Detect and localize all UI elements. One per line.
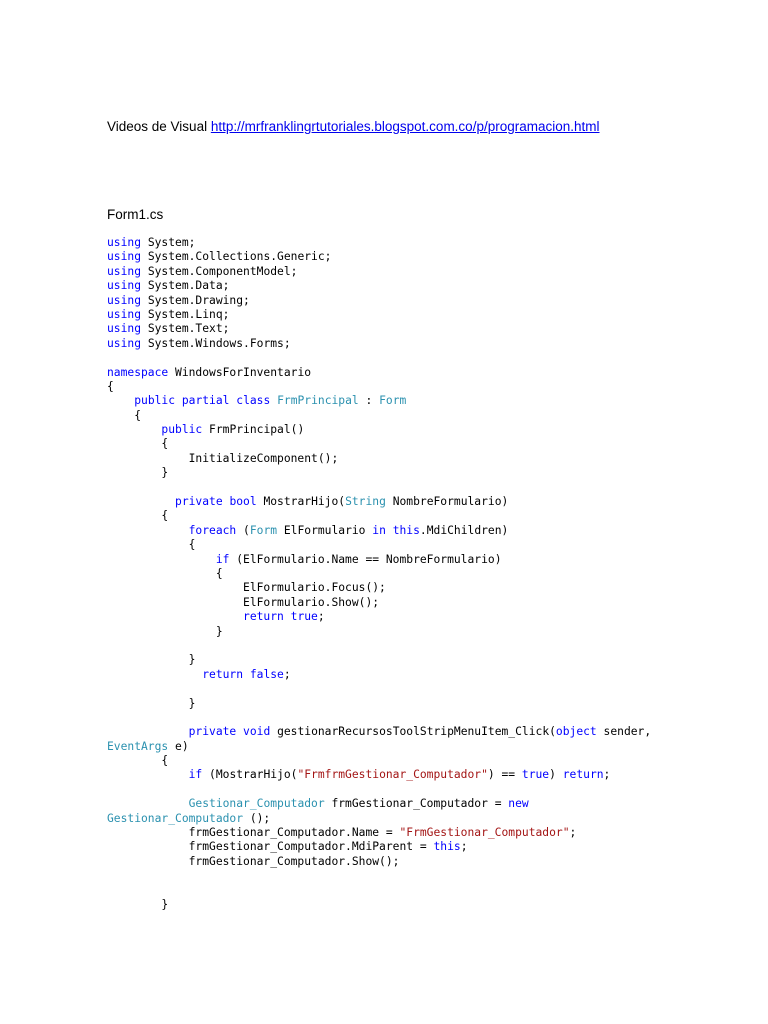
code-line <box>107 682 651 696</box>
code-keyword: bool <box>229 495 257 509</box>
code-text: System.ComponentModel; <box>141 264 298 278</box>
code-line <box>107 639 651 653</box>
code-keyword: if <box>215 552 230 566</box>
code-text: System.Linq; <box>141 307 230 321</box>
code-text <box>107 725 189 738</box>
code-line <box>107 697 651 711</box>
code-line <box>107 581 651 595</box>
code-keyword: using <box>107 236 142 249</box>
code-text: } <box>107 696 196 710</box>
code-text: } <box>107 466 169 480</box>
code-text <box>107 768 189 781</box>
code-text: } <box>107 897 169 911</box>
code-keyword: public <box>161 423 203 437</box>
code-text: ; <box>603 768 611 782</box>
code-line <box>107 366 651 380</box>
code-keyword: this <box>433 840 461 854</box>
code-type: Gestionar_Computador <box>188 797 325 811</box>
file-name-heading: Form1.cs <box>107 207 164 222</box>
code-text: { <box>107 566 223 580</box>
code-keyword: private <box>175 495 223 509</box>
code-line <box>107 826 651 840</box>
code-text <box>243 668 250 681</box>
code-text: FrmPrincipal() <box>202 423 305 437</box>
code-line <box>107 653 651 667</box>
code-text <box>107 797 189 810</box>
code-block <box>107 236 651 912</box>
code-text: .MdiChildren) <box>419 523 509 537</box>
code-text: e) <box>168 739 189 753</box>
code-line <box>107 596 651 610</box>
code-line <box>107 509 651 523</box>
code-line <box>107 783 651 797</box>
code-line <box>107 294 651 308</box>
code-line <box>107 812 651 826</box>
code-keyword: private <box>188 725 237 739</box>
code-keyword: using <box>107 336 142 350</box>
code-text: (ElFormulario.Name == NombreFormulario) <box>229 552 502 566</box>
code-line <box>107 884 651 898</box>
code-text <box>284 610 291 623</box>
code-text: InitializeComponent(); <box>107 451 339 465</box>
code-line <box>107 437 651 451</box>
code-keyword: true <box>290 610 318 624</box>
code-line <box>107 409 651 423</box>
code-keyword: return <box>243 610 284 624</box>
code-text: ; <box>460 840 468 854</box>
code-line <box>107 538 651 552</box>
code-text: { <box>107 509 169 523</box>
code-text: WindowsForInventario <box>168 365 312 379</box>
code-type: Form <box>249 523 278 537</box>
code-text: System.Data; <box>141 279 230 293</box>
code-text: (); <box>243 811 271 825</box>
code-text <box>386 524 393 537</box>
code-text: (MostrarHijo( <box>202 768 298 782</box>
code-text <box>107 524 189 537</box>
code-type: String <box>345 495 386 509</box>
code-line <box>107 351 651 365</box>
code-line <box>107 625 651 639</box>
code-line <box>107 553 651 567</box>
code-text <box>107 668 202 681</box>
code-line <box>107 898 651 912</box>
code-line <box>107 610 651 624</box>
code-text: : <box>358 394 373 408</box>
code-line <box>107 481 651 495</box>
code-line <box>107 423 651 437</box>
code-line <box>107 567 651 581</box>
code-line <box>107 725 651 739</box>
code-line <box>107 668 651 682</box>
code-text <box>175 394 182 407</box>
code-text: frmGestionar_Computador.MdiParent = <box>107 840 434 854</box>
code-keyword: class <box>236 394 271 408</box>
code-keyword: public <box>134 394 176 408</box>
code-line <box>107 495 651 509</box>
code-text: { <box>107 379 114 393</box>
code-type: EventArgs <box>107 739 169 753</box>
code-type: Form <box>372 394 407 408</box>
code-keyword: using <box>107 250 142 264</box>
code-line <box>107 768 651 782</box>
code-text: System.Windows.Forms; <box>141 336 291 350</box>
code-text <box>107 495 175 508</box>
code-text: ; <box>317 610 325 624</box>
code-string: "FrmfrmGestionar_Computador" <box>297 768 488 782</box>
code-text: ; <box>283 667 291 681</box>
code-keyword: foreach <box>188 523 237 537</box>
code-text: { <box>107 408 142 422</box>
code-line <box>107 840 651 854</box>
code-line <box>107 797 651 811</box>
code-keyword: false <box>249 667 284 681</box>
code-line <box>107 337 651 351</box>
code-text: ElFormulario <box>277 523 366 537</box>
code-text: { <box>107 538 196 552</box>
code-text: { <box>107 437 169 451</box>
code-text: ; <box>569 826 577 840</box>
code-keyword: true <box>521 768 550 782</box>
code-line <box>107 524 651 538</box>
code-keyword: using <box>107 322 142 336</box>
code-line <box>107 466 651 480</box>
code-keyword: return <box>562 768 604 782</box>
code-text: { <box>107 754 169 768</box>
tutorial-link[interactable]: http://mrfranklingrtutoriales.blogspot.com.co/p/programacion.html <box>210 119 600 134</box>
code-type: FrmPrincipal <box>277 394 359 408</box>
code-line <box>107 740 651 754</box>
code-keyword: if <box>188 768 203 782</box>
code-text: System.Collections.Generic; <box>141 250 332 264</box>
code-text: ) == <box>487 768 522 782</box>
code-keyword: using <box>107 307 142 321</box>
code-text <box>107 394 134 407</box>
code-line <box>107 869 651 883</box>
code-text <box>107 423 161 436</box>
code-text: } <box>107 624 223 638</box>
code-text: ElFormulario.Show(); <box>107 595 380 609</box>
code-text: System.Text; <box>141 322 230 336</box>
code-line <box>107 711 651 725</box>
code-line <box>107 236 651 250</box>
code-text: sender, <box>596 725 652 739</box>
code-keyword: namespace <box>107 365 169 379</box>
code-text: System.Drawing; <box>141 293 250 307</box>
code-line <box>107 754 651 768</box>
code-line <box>107 265 651 279</box>
code-text: NombreFormulario) <box>385 495 509 509</box>
code-text: frmGestionar_Computador = <box>324 797 509 811</box>
code-keyword: void <box>243 725 271 739</box>
code-line <box>107 452 651 466</box>
code-keyword: return <box>202 667 244 681</box>
code-text: frmGestionar_Computador.Name = <box>107 826 400 840</box>
code-text: ) <box>549 768 563 782</box>
code-line <box>107 308 651 322</box>
code-text: MostrarHijo( <box>256 495 346 509</box>
code-line <box>107 279 651 293</box>
code-text: ( <box>236 523 250 537</box>
code-line <box>107 394 651 408</box>
code-keyword: using <box>107 279 142 293</box>
code-keyword: new <box>508 797 529 811</box>
intro-line <box>107 119 600 134</box>
intro-label: Videos de Visual <box>107 119 211 134</box>
code-string: "FrmGestionar_Computador" <box>399 826 570 840</box>
code-keyword: in <box>365 523 386 537</box>
code-keyword: using <box>107 264 142 278</box>
code-text: ElFormulario.Focus(); <box>107 581 386 595</box>
code-keyword: this <box>392 523 420 537</box>
code-keyword: using <box>107 293 142 307</box>
code-line <box>107 322 651 336</box>
code-type: Gestionar_Computador <box>107 811 244 825</box>
code-text: frmGestionar_Computador.Show(); <box>107 854 400 868</box>
code-line <box>107 250 651 264</box>
code-text: gestionarRecursosToolStripMenuItem_Click( <box>270 725 556 739</box>
code-text: } <box>107 653 196 667</box>
code-text: System; <box>141 236 196 249</box>
code-keyword: partial <box>181 394 230 408</box>
code-line <box>107 380 651 394</box>
code-text <box>107 610 243 623</box>
code-line <box>107 855 651 869</box>
code-text <box>107 553 216 566</box>
code-keyword: object <box>555 725 597 739</box>
